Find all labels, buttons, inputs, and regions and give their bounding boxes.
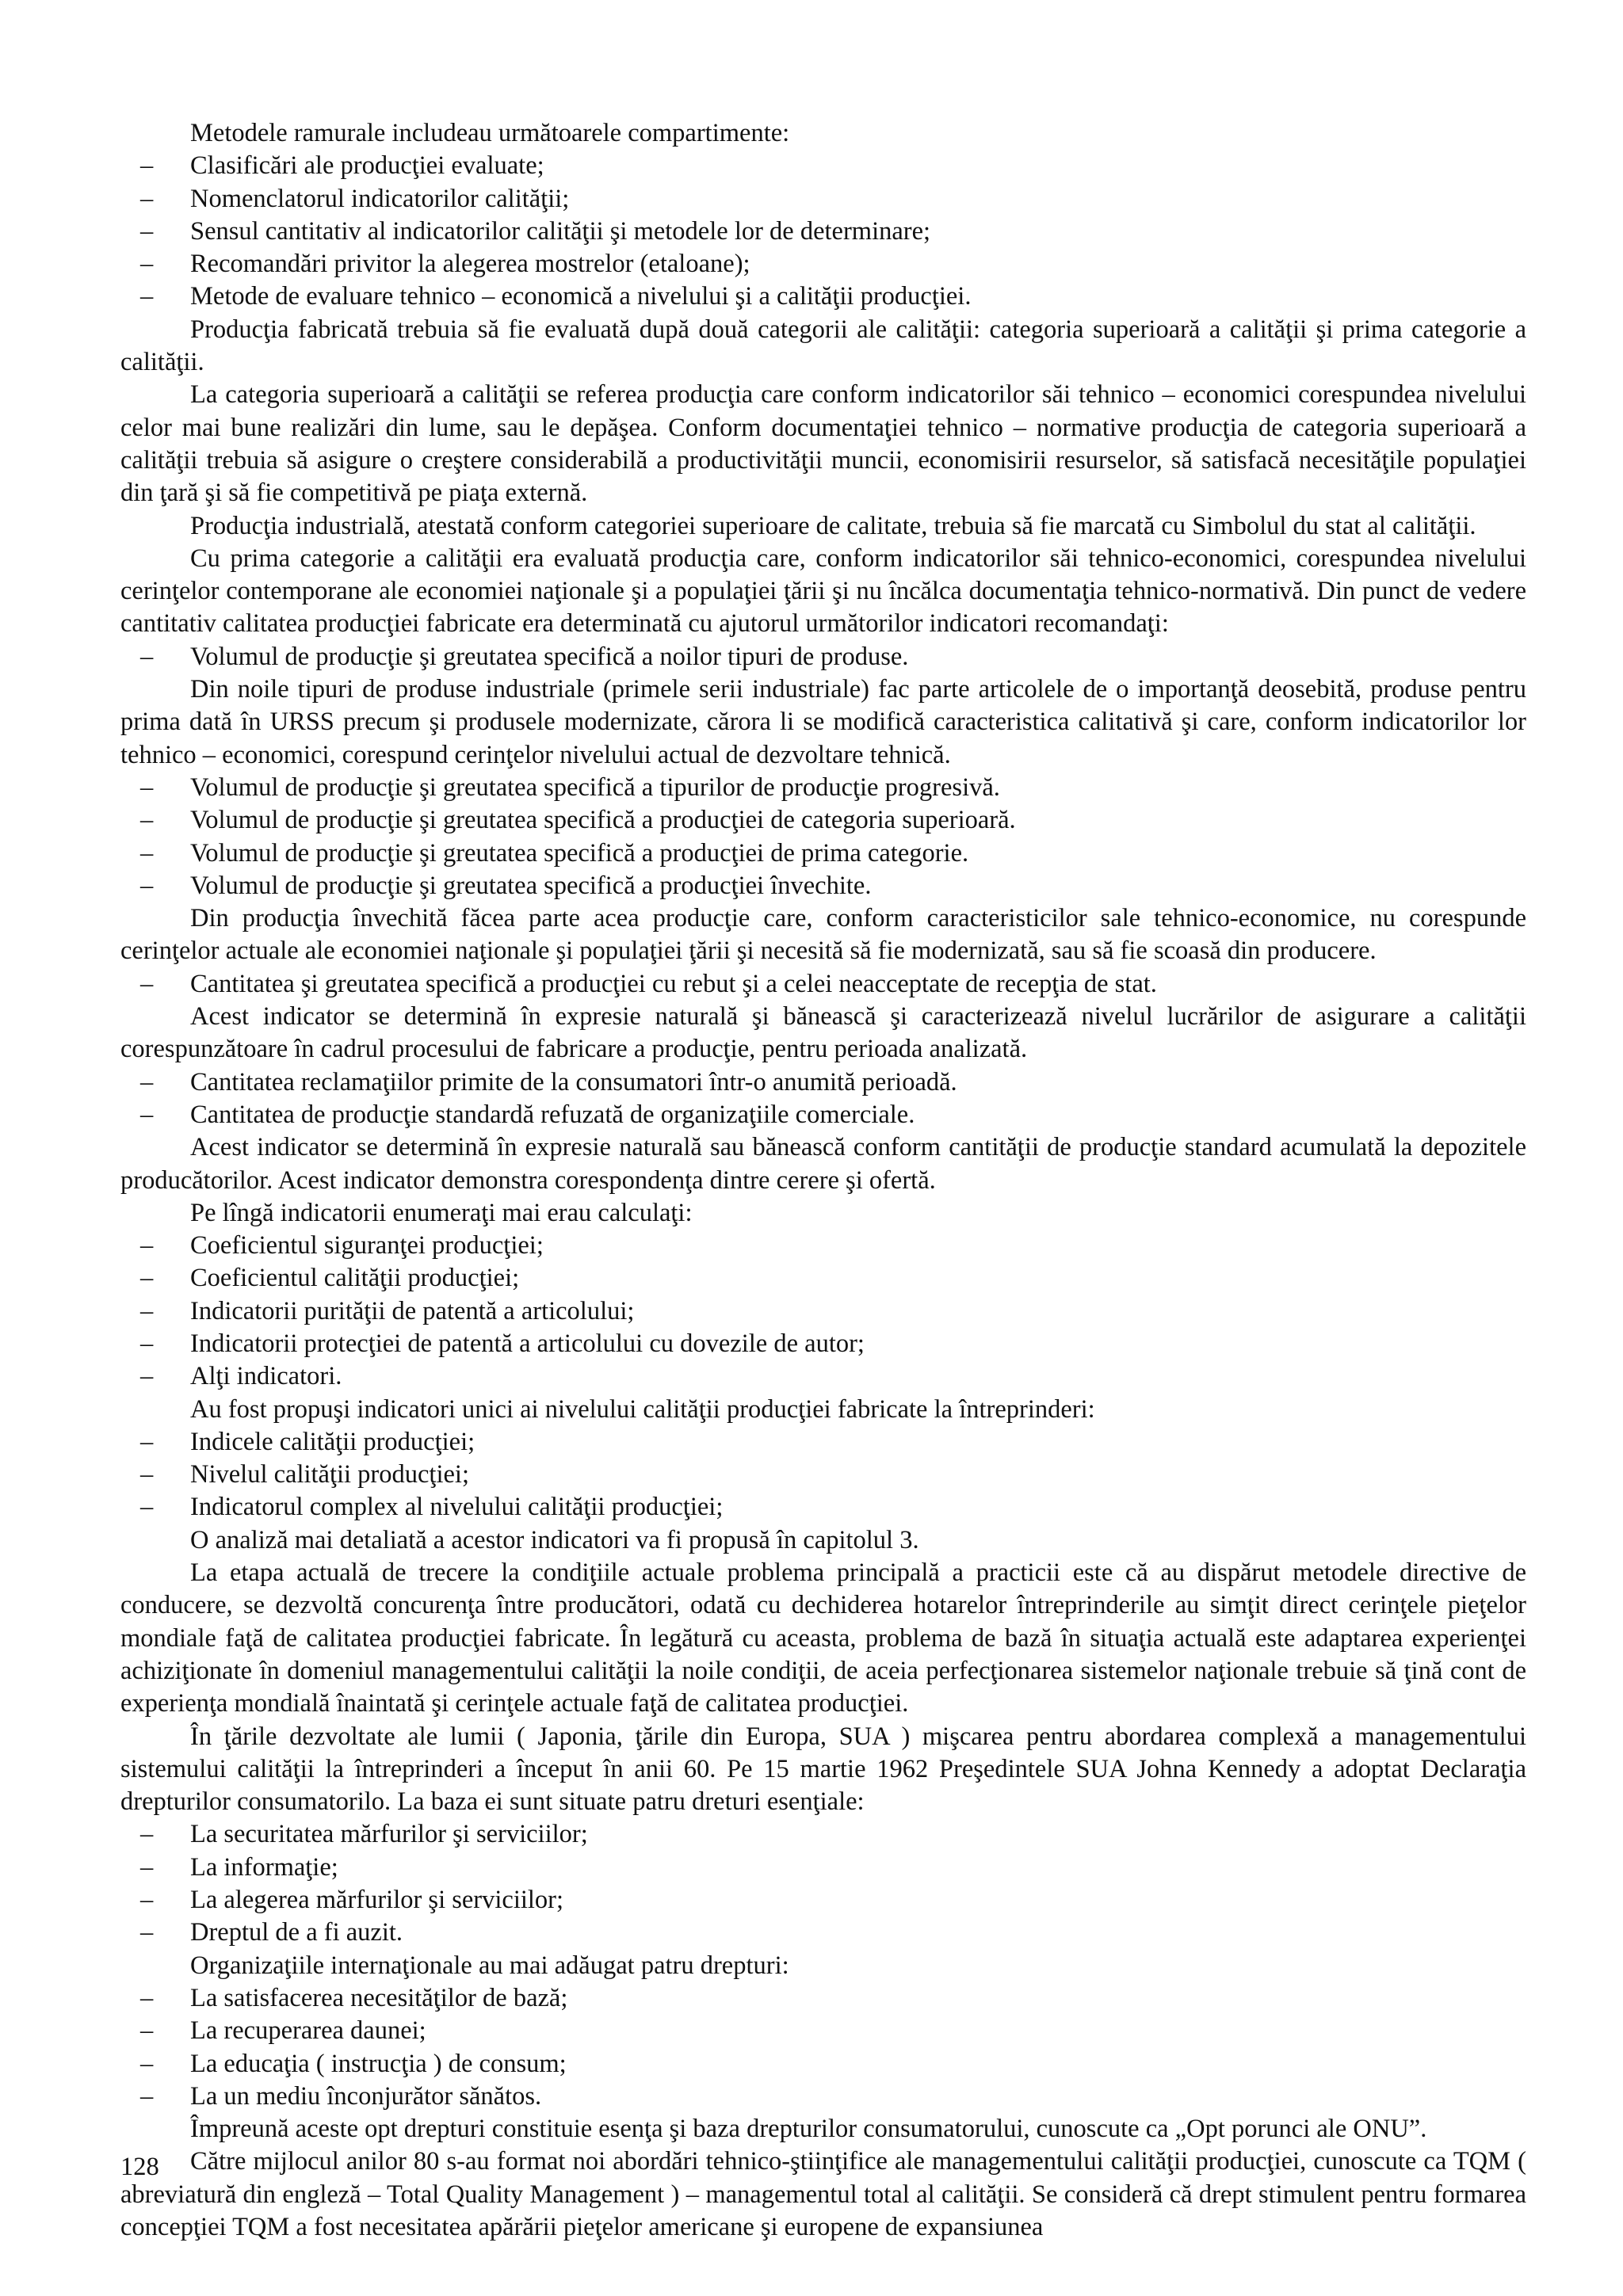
list-item [120, 1328, 1526, 1360]
bullet-dash: – [140, 1918, 154, 1947]
bullet-dash: – [140, 1852, 154, 1882]
bullet-dash: – [140, 1231, 154, 1261]
list-item-text: La educaţia ( instrucţia ) de consum; [190, 2049, 567, 2078]
bullet-dash: – [140, 282, 154, 311]
paragraph: O analiză mai detaliată a acestor indicatori va fi propusă în capitolul 3. [190, 1525, 919, 1554]
list-item [120, 968, 1526, 1001]
list-item-text: Volumul de producţie şi greutatea specifică a noilor tipuri de produse. [190, 642, 909, 671]
paragraph: Din producţia învechită făcea parte acea producţie care, conform caracteristicilor sale tehnico-economice, nu corespunde cerinţelor actuale ale economiei naţionale şi populaţiei ţării şi necesită să fie modernizată, sau să fie scoasă din producere. [120, 904, 1526, 966]
list-item [120, 1884, 1526, 1917]
list-item-text: Cantitatea şi greutatea specifică a producţiei cu rebut şi a celei neacceptate de recepţia de stat. [190, 969, 1157, 998]
list-item-text: Indicele calităţii producţiei; [190, 1427, 475, 1456]
list-item-text: Metode de evaluare tehnico – economică a nivelului şi a calităţii producţiei. [190, 282, 972, 311]
list-item-text: Cantitatea reclamaţiilor primite de la consumatori într-o anumită perioadă. [190, 1067, 957, 1097]
list-item [120, 870, 1526, 902]
bullet-dash: – [140, 1427, 154, 1456]
bullet-dash: – [140, 151, 154, 181]
list-item-text: Indicatorul complex al nivelului calităţii producţiei; [190, 1493, 724, 1522]
page-body [120, 117, 1526, 2244]
list-item-text: Coeficientul siguranţei producţiei; [190, 1231, 544, 1261]
list-item-text: Volumul de producţie şi greutatea specifică a producţiei învechite. [190, 871, 872, 900]
list-item [120, 1099, 1526, 1131]
bullet-dash: – [140, 1460, 154, 1489]
list-item-text: Nomenclatorul indicatorilor calităţii; [190, 184, 570, 213]
list-item-text: Clasificări ale producţiei evaluate; [190, 151, 544, 181]
list-item-text: Alţi indicatori. [190, 1362, 342, 1391]
list-item [120, 1852, 1526, 1884]
paragraph: Metodele ramurale includeau următoarele compartimente: [190, 119, 790, 147]
list-item [120, 1066, 1526, 1099]
paragraph: Producţia fabricată trebuia să fie evaluată după două categorii ale calităţii: categoria superioară a calităţii şi prima categorie a calităţii. [120, 315, 1526, 377]
bullet-dash: – [140, 871, 154, 900]
list-item [120, 804, 1526, 837]
bullet-dash: – [140, 1296, 154, 1325]
paragraph: La categoria superioară a calităţii se referea producţia care conform indicatorilor săi tehnico – economici corespundea nivelului celor mai bune realizări din lume, sau le depăşea. Conform documentaţiei tehnico – normative producţia de categoria superioară a calităţii trebuia să asigure o creştere considerabilă a productivităţii muncii, economisirii resurselor, să satisfacă necesităţile populaţiei din ţară şi să fie competitivă pe piaţa externă. [120, 380, 1526, 508]
paragraph: Au fost propuşi indicatori unici ai nivelului calităţii producţiei fabricate la întreprinderi: [190, 1394, 1095, 1424]
paragraph: La etapa actuală de trecere la condiţiile actuale problema principală a practicii este că au dispărut metodele directive de conducere, se dezvoltă concurenţa între producători, odată cu dechiderea hotarelor întreprinderile au simţit direct cerinţele pieţelor mondiale faţă de calitatea producţiei fabricate. În legătură cu aceasta, problema de bază în situaţia actuală este adaptarea experienţei achiziţionate în domeniul managementului calităţii la noile condiţii, de aceia perfecţionarea sistemelor naţionale trebuie să ţină cont de experienţa mondială înaintată şi cerinţele actuale faţă de calitatea producţiei. [120, 1558, 1526, 1718]
list-item [120, 1491, 1526, 1524]
list-item [120, 280, 1526, 313]
list-item [120, 150, 1526, 182]
paragraph: Împreună aceste opt drepturi constituie esenţa şi baza drepturilor consumatorului, cunoscute ca „Opt porunci ale ONU”. [190, 2115, 1427, 2144]
list-item [120, 215, 1526, 248]
bullet-dash: – [140, 2016, 154, 2046]
list-item-text: La satisfacerea necesităţilor de bază; [190, 1983, 568, 2012]
list-item [120, 248, 1526, 280]
bullet-dash: – [140, 1264, 154, 1293]
list-item [120, 1426, 1526, 1459]
bullet-dash: – [140, 184, 154, 213]
list-item [120, 1230, 1526, 1262]
paragraph: Acest indicator se determină în expresie naturală şi bănească şi caracterizează nivelul lucrărilor de asigurare a calităţii corespunzătoare în cadrul procesului de fabricare a producţie, pentru perioada analizată. [120, 1002, 1526, 1064]
bullet-dash: – [140, 1493, 154, 1522]
bullet-dash: – [140, 2049, 154, 2078]
bullet-dash: – [140, 1100, 154, 1129]
list-item [120, 2048, 1526, 2081]
list-item [120, 1982, 1526, 2015]
list-item-text: Cantitatea de producţie standardă refuzată de organizaţiile comerciale. [190, 1100, 915, 1129]
list-item [120, 2015, 1526, 2047]
bullet-dash: – [140, 1067, 154, 1097]
bullet-dash: – [140, 1886, 154, 1915]
list-item [120, 1360, 1526, 1393]
list-item-text: La un mediu înconjurător sănătos. [190, 2081, 542, 2111]
list-item-text: Volumul de producţie şi greutatea specifică a producţiei de prima categorie. [190, 838, 969, 868]
list-item [120, 837, 1526, 870]
list-item [120, 1917, 1526, 1949]
list-item-text: La alegerea mărfurilor şi serviciilor; [190, 1886, 564, 1915]
list-item-text: Volumul de producţie şi greutatea specifică a producţiei de categoria superioară. [190, 806, 1016, 835]
bullet-dash: – [140, 250, 154, 279]
list-item [120, 183, 1526, 215]
list-item [120, 772, 1526, 804]
paragraph: În ţările dezvoltate ale lumii ( Japonia, ţările din Europa, SUA ) mişcarea pentru abordarea complexă a managementului sistemului calităţii la întreprinderi a început în anii 60. Pe 15 martie 1962 Preşedintele SUA Johna Kennedy a adoptat Declaraţia drepturilor consumatorilo. La baza ei sunt situate patru dreturi esenţiale: [120, 1722, 1526, 1817]
list-item-text: Dreptul de a fi auzit. [190, 1918, 403, 1947]
paragraph: Cu prima categorie a calităţii era evaluată producţia care, conform indicatorilor săi tehnico-economici, corespundea nivelului cerinţelor contemporane ale economiei naţionale şi a populaţiei ţării şi nu încălca documentaţia tehnico-normativă. Din punct de vedere cantitativ calitatea producţiei fabricate era determinată cu ajutorul următorilor indicatori recomandaţi: [120, 543, 1526, 639]
list-item-text: Sensul cantitativ al indicatorilor calităţii şi metodele lor de determinare; [190, 216, 931, 246]
list-item [120, 2081, 1526, 2113]
paragraph: Pe lîngă indicatorii enumeraţi mai erau calculaţi: [190, 1198, 693, 1227]
list-item-text: Nivelul calităţii producţiei; [190, 1460, 469, 1489]
bullet-dash: – [140, 642, 154, 671]
list-item [120, 1262, 1526, 1295]
list-item [120, 1818, 1526, 1851]
list-item-text: Recomandări privitor la alegerea mostrelor (etaloane); [190, 250, 750, 279]
paragraph: Organizaţiile internaţionale au mai adăugat patru drepturi: [190, 1951, 789, 1980]
paragraph: Acest indicator se determină în expresie naturală sau bănească conform cantităţii de producţie standard acumulată la depozitele producătorilor. Acest indicator demonstra corespondenţa dintre cerere şi ofertă. [120, 1133, 1526, 1195]
paragraph: Către mijlocul anilor 80 s-au format noi abordări tehnico-ştiinţifice ale managementului calităţii producţiei, cunoscute ca TQM ( abreviatură din engleză – Total Quality Management ) – managementul total al calităţii. Se consideră că drept stimulent pentru formarea concepţiei TQM a fost necesitatea apărării pieţelor americane şi europene de expansiunea [120, 2147, 1526, 2241]
list-item [120, 1459, 1526, 1491]
list-item-text: Coeficientul calităţii producţiei; [190, 1264, 520, 1293]
bullet-dash: – [140, 1329, 154, 1358]
list-item-text: La informaţie; [190, 1852, 338, 1882]
bullet-dash: – [140, 2081, 154, 2111]
bullet-dash: – [140, 1983, 154, 2012]
list-item [120, 641, 1526, 673]
bullet-dash: – [140, 1820, 154, 1849]
bullet-dash: – [140, 838, 154, 868]
list-item-text: Indicatorii purităţii de patentă a articolului; [190, 1296, 635, 1325]
bullet-dash: – [140, 969, 154, 998]
list-item [120, 1295, 1526, 1328]
list-item-text: Volumul de producţie şi greutatea specifică a tipurilor de producţie progresivă. [190, 772, 1000, 802]
bullet-dash: – [140, 1362, 154, 1391]
page-number: 128 [120, 2153, 159, 2181]
bullet-dash: – [140, 216, 154, 246]
paragraph: Producţia industrială, atestată conform categoriei superioare de calitate, trebuia să fie marcată cu Simbolul du stat al calităţii. [190, 511, 1476, 540]
list-item-text: Indicatorii protecţiei de patentă a articolului cu dovezile de autor; [190, 1329, 865, 1358]
list-item-text: La recuperarea daunei; [190, 2016, 426, 2046]
bullet-dash: – [140, 772, 154, 802]
bullet-dash: – [140, 806, 154, 835]
paragraph: Din noile tipuri de produse industriale (primele serii industriale) fac parte articolele de o importanţă deosebită, produse pentru prima dată în URSS precum şi produsele modernizate, cărora li se modifică caracteristica calitativă şi care, conform indicatorilor lor tehnico – economici, corespund cerinţelor nivelului actual de dezvoltare tehnică. [120, 675, 1526, 769]
list-item-text: La securitatea mărfurilor şi serviciilor; [190, 1820, 588, 1849]
